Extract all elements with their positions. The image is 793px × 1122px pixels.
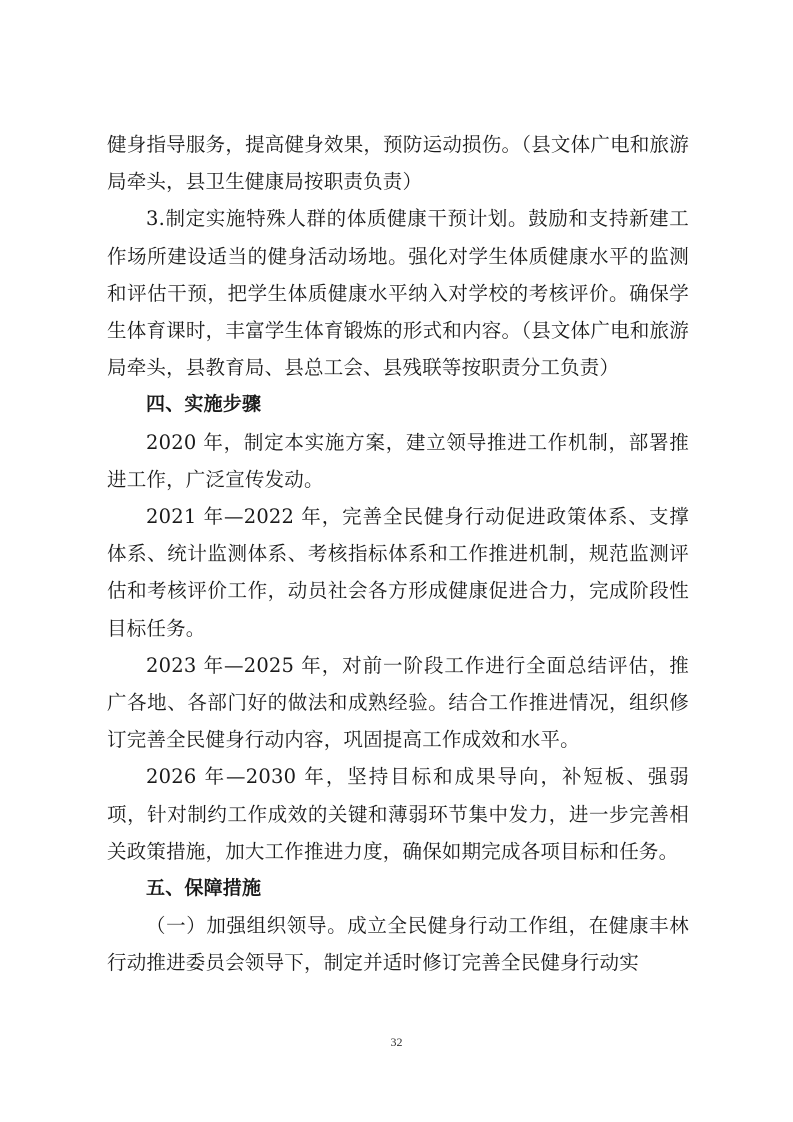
paragraph-step-2023-2025: 2023 年—2025 年，对前一阶段工作进行全面总结评估，推广各地、各部门好的做法和成熟经验。结合工作推进情况，组织修订完善全民健身行动内容，巩固提高工作成效和水平。 — [107, 653, 689, 752]
paragraph-fitness-guidance-continued: 健身指导服务，提高健身效果，预防运动损伤。（县文体广电和旅游局牵头，县卫生健康局按职责负责） — [107, 133, 689, 194]
section-heading-safeguards: 五、保障措施 — [146, 877, 262, 900]
paragraph-step-2020: 2020 年，制定本实施方案，建立领导推进工作机制，部署推进工作，广泛宣传发动。 — [107, 430, 689, 491]
paragraph-special-groups-plan: 3.制定实施特殊人群的体质健康干预计划。鼓励和支持新建工作场所建设适当的健身活动场地。强化对学生体质健康水平的监测和评估干预，把学生体质健康水平纳入对学校的考核评价。确保学生体育课时，丰富学生体育锻炼的形式和内容。（县文体广电和旅游局牵头，县教育局、县总工会、县残联等按职责分工负责） — [107, 207, 689, 380]
paragraph-step-2026-2030: 2026 年—2030 年，坚持目标和成果导向，补短板、强弱项，针对制约工作成效的关键和薄弱环节集中发力，进一步完善相关政策措施，加大工作推进力度，确保如期完成各项目标和任务。 — [107, 765, 689, 863]
section-heading-implementation-steps: 四、实施步骤 — [146, 393, 262, 416]
body-text — [107, 126, 689, 982]
paragraph-step-2021-2022: 2021 年—2022 年，完善全民健身行动促进政策体系、支撑体系、统计监测体系、考核指标体系和工作推进机制，规范监测评估和考核评价工作，动员社会各方形成健康促进合力，完成阶段性目标任务。 — [107, 505, 689, 640]
paragraph-organizational-leadership: （一）加强组织领导。成立全民健身行动工作组，在健康丰林行动推进委员会领导下，制定并适时修订完善全民健身行动实 — [107, 914, 689, 975]
page-number: 32 — [390, 1035, 403, 1049]
